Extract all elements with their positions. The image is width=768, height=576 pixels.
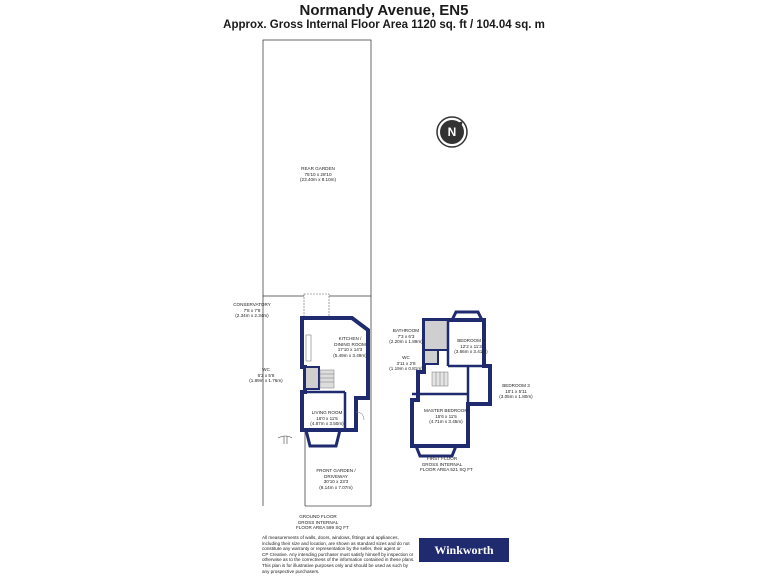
rear-garden-outline bbox=[263, 40, 371, 506]
first-wc-label: WC 3'11 x 2'8 (1.19m x 0.81m) bbox=[389, 355, 423, 372]
ground-wc-walls bbox=[305, 367, 319, 389]
conservatory-label: CONSERVATORY 7'8 x 7'8 (2.34m x 2.34m) bbox=[233, 302, 271, 319]
conservatory-outline bbox=[304, 294, 329, 318]
first-wc-walls bbox=[424, 350, 438, 364]
first-stairs bbox=[432, 372, 448, 386]
plan-title: Normandy Avenue, EN5 bbox=[299, 2, 469, 19]
plan-subtitle: Approx. Gross Internal Floor Area 1120 sq. ft / 104.04 sq. m bbox=[223, 19, 545, 31]
living-room-label: LIVING ROOM 16'0 x 11'5 (4.87m x 3.50m) bbox=[310, 410, 344, 427]
kitchen-label: KITCHEN / DINING ROOM 17'10 x 14'3 (5.49m x 3.49m) bbox=[333, 336, 367, 358]
living-room-bay-window bbox=[306, 430, 340, 446]
first-floor-area-label: FIRST FLOOR GROSS INTERNAL FLOOR AREA 521 SQ FT bbox=[420, 456, 473, 473]
master-bedroom-label: MASTER BEDROOM 15'6 x 11'5 (4.71m x 3.45m) bbox=[424, 408, 469, 425]
ground-floor-area-label: GROUND FLOOR GROSS INTERNAL FLOOR AREA 599 SQ FT bbox=[296, 514, 349, 531]
bathroom-walls bbox=[424, 320, 448, 350]
bathroom-label: BATHROOM 7'3 x 6'3 (2.20m x 1.89m) bbox=[389, 328, 423, 345]
winkworth-logo: Winkworth bbox=[419, 538, 509, 562]
ground-wc-label: WC 6'2 x 5'8 (1.89m x 1.76m) bbox=[249, 367, 283, 384]
rear-garden-label: REAR GARDEN 75'10 x 28'10 (23.40m x 8.10m) bbox=[300, 166, 336, 183]
front-gate bbox=[278, 436, 292, 444]
compass-letter: N bbox=[447, 125, 457, 139]
ground-stairs bbox=[320, 370, 334, 388]
bedroom3-label: BEDROOM 3 10'1 x 5'11 (3.05m x 1.80m) bbox=[499, 383, 533, 400]
front-garden-label: FRONT GARDEN / DRIVEWAY 30'10 x 23'3 (9.14m x 7.07m) bbox=[316, 468, 356, 490]
bedroom2-label: BEDROOM 2 12'2 x 11'3 (3.66m x 3.41m) bbox=[454, 338, 488, 355]
disclaimer-text: All measurements of walls, doors, windows, fittings and appliances, including their size and location, are shown as standard sizes and do not constitute any warranty or representation by the seller, their agent or CP Creative. Any intending purchaser must satisfy himself by inspection or otherwise as to the correctness of the information contained in these plans. This plan is for illustrative purposes only and should be used as such by any prospective purchasers. bbox=[262, 535, 415, 574]
